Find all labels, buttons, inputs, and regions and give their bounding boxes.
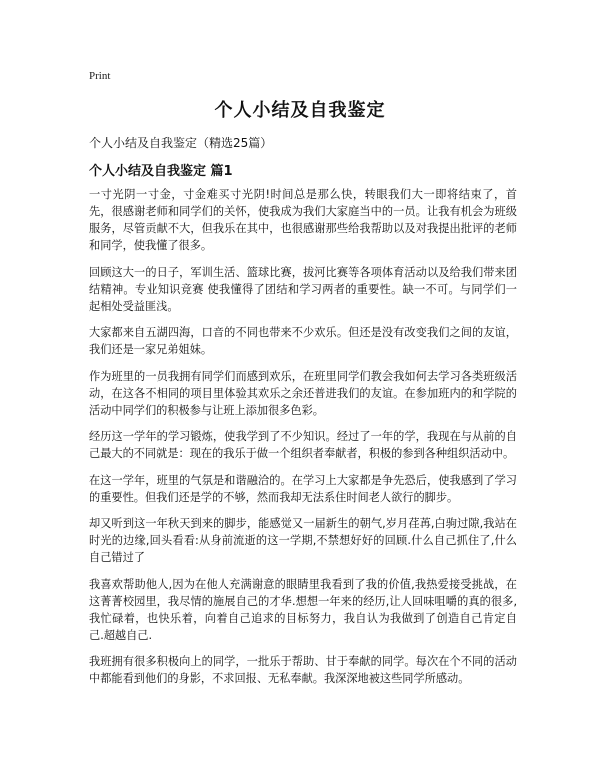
paragraph: 在这一学年，班里的气氛是和谐融洽的。在学习上大家都是争先恐后，使我感到了学习的重要性。但我们还是学的不够，然而我却无法系住时间老人欲行的脚步。	[89, 473, 517, 504]
print-link[interactable]: Print	[89, 70, 111, 82]
paragraph: 却又听到这一年秋天到来的脚步，能感觉又一届新生的朝气,岁月荏苒,白驹过隙,我站在时光的边缘,回头看看:从身前流逝的这一学期,不禁想好好的回顾.什么自己抓住了,什么自己错过了	[89, 517, 517, 564]
paragraph: 大家都来自五湖四海，口音的不同也带来不少欢乐。但还是没有改变我们之间的友谊，我们还是一家兄弟姐妹。	[89, 326, 517, 356]
paragraph: 我班拥有很多积极向上的同学，一批乐于帮助、甘于奉献的同学。每次在个不同的活动中都能看到他们的身影，不求回报、无私奉献。我深深地被这些同学所感动。	[89, 655, 517, 685]
document-title: 个人小结及自我鉴定	[214, 100, 386, 121]
paragraph: 作为班里的一员我拥有同学们而感到欢乐，在班里同学们教会我如何去学习各类班级活动，在这各不相同的项目里体验其欢乐之余还普进我们的友谊。在参加班内的和学院的活动中同学们的积极参与让班上添加很多色彩。	[89, 369, 517, 417]
paragraph: 我喜欢帮助他人,因为在他人充满谢意的眼睛里我看到了我的价值,我热爱接受挑战，在这菁菁校园里，我尽情的施展自己的才华.想想一年来的经历,让人回味咀嚼的真的很多,我忙碌着，也快乐着，向着自己追求的目标努力，我自认为我做到了创造自己肯定自己.超越自己.	[89, 577, 517, 642]
section-heading: 个人小结及自我鉴定 篇1	[89, 164, 233, 179]
paragraph: 经历这一学年的学习锻炼，使我学到了不少知识。经过了一年的学，我现在与从前的自己最大的不同就是：现在的我乐于做一个组织者奉献者，积极的参到各种组织活动中。	[89, 430, 517, 460]
document-subtitle: 个人小结及自我鉴定（精选25篇）	[89, 136, 273, 150]
paragraph: 一寸光阴一寸金，寸金难买寸光阴!时间总是那么快，转眼我们大一即将结束了，首先，很感谢老师和同学们的关怀，使我成为我们大家庭当中的一员。让我有机会为班级服务，尽管贡献不大，但我乐在其中，也很感谢那些给我帮助以及对我提出批评的老师和同学，使我懂了很多。	[89, 188, 517, 252]
paragraph: 回顾这大一的日子，军训生活、篮球比赛，拔河比赛等各项体育活动以及给我们带来团结精神。专业知识竞赛 使我懂得了团结和学习两者的重要性。缺一不可。与同学们一起相处受益匪浅。	[89, 265, 517, 313]
article-body	[89, 186, 517, 697]
